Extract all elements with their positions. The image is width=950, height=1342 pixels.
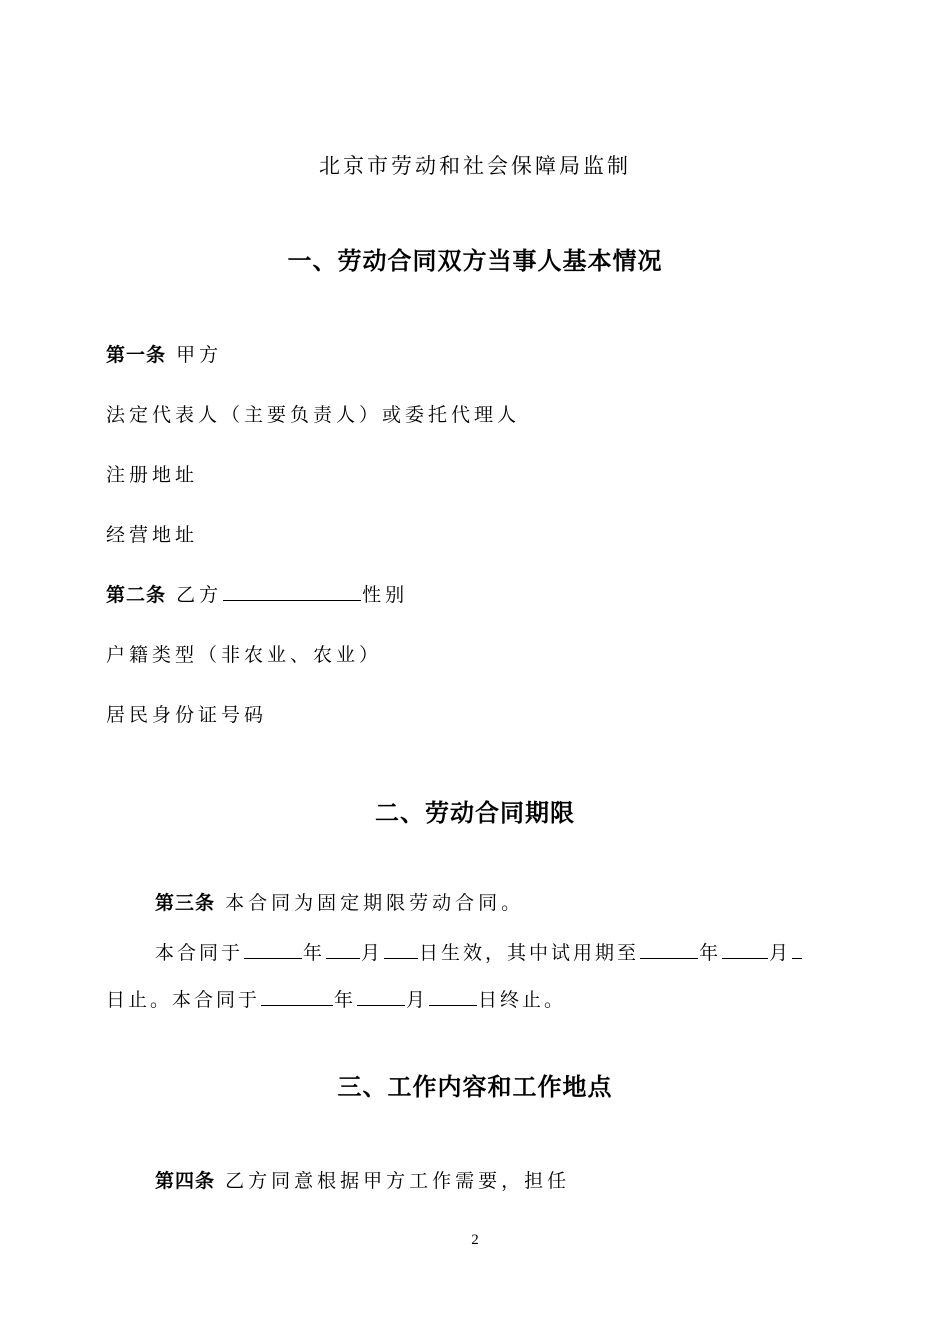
effective-date-line (155, 938, 803, 965)
end-day-blank[interactable] (429, 986, 477, 1006)
article1-line (106, 340, 222, 367)
end-month-blank[interactable] (357, 986, 405, 1006)
business-address-label: 经营地址 (106, 524, 199, 546)
probation-day-blank[interactable] (792, 939, 802, 959)
termination-prefix: 日止。本合同于 (106, 989, 261, 1011)
year-label: 年 (334, 989, 357, 1011)
gender-label: 性别 (362, 584, 409, 606)
legal-representative-label: 法定代表人（主要负责人）或委托代理人 (106, 404, 521, 426)
month-label: 月 (406, 989, 429, 1011)
article4-text: 乙方同意根据甲方工作需要，担任 (225, 1170, 571, 1192)
party-a-label: 甲方 (176, 344, 223, 366)
section2-heading: 二、劳动合同期限 (375, 799, 575, 827)
hukou-type-label: 户籍类型（非农业、农业） (106, 644, 383, 666)
effective-prefix: 本合同于 (155, 942, 244, 964)
section3-heading: 三、工作内容和工作地点 (337, 1073, 613, 1101)
article3-label: 第三条 (155, 892, 216, 914)
article3-line (155, 888, 524, 915)
month-label: 月 (769, 942, 792, 964)
article1-label: 第一条 (106, 344, 167, 366)
probation-year-blank[interactable] (640, 939, 698, 959)
id-number-label: 居民身份证号码 (106, 704, 268, 726)
probation-month-blank[interactable] (722, 939, 768, 959)
party-b-label: 乙方 (176, 584, 223, 606)
termination-suffix: 日终止。 (478, 989, 567, 1011)
termination-date-line (106, 985, 566, 1012)
party-b-name-blank[interactable] (223, 581, 361, 601)
end-year-blank[interactable] (261, 986, 333, 1006)
supervisor-line: 北京市劳动和社会保障局监制 (319, 154, 631, 178)
start-month-blank[interactable] (326, 939, 360, 959)
article2-line (106, 580, 408, 607)
article3-text: 本合同为固定期限劳动合同。 (225, 892, 525, 914)
probation-text: 日生效，其中试用期至 (419, 942, 640, 964)
registered-address-label: 注册地址 (106, 464, 199, 486)
article4-line (155, 1166, 570, 1193)
year-label: 年 (699, 942, 722, 964)
year-label: 年 (303, 942, 326, 964)
start-day-blank[interactable] (384, 939, 418, 959)
start-year-blank[interactable] (244, 939, 302, 959)
month-label: 月 (361, 942, 384, 964)
section1-heading: 一、劳动合同双方当事人基本情况 (287, 247, 663, 275)
page-number: 2 (471, 1232, 479, 1248)
article2-label: 第二条 (106, 584, 167, 606)
article4-label: 第四条 (155, 1170, 216, 1192)
